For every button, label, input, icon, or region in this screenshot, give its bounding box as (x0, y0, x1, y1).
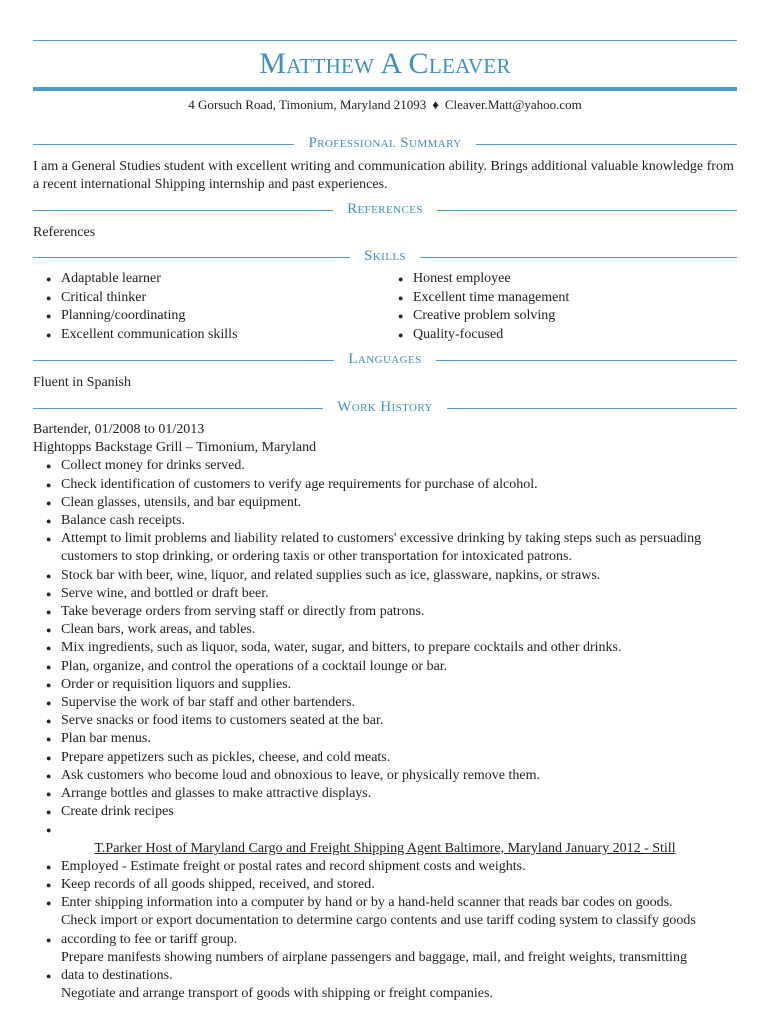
skill-item: ● Adaptable learner (33, 270, 238, 289)
work-title: Work History (323, 399, 447, 415)
references-text: References (33, 225, 96, 240)
job2-paragraph: Negotiate and arrange transport of goods with shipping or freight companies. (61, 986, 493, 1002)
job1-employer: Hightopps Backstage Grill – Timonium, Maryland (33, 440, 317, 456)
list-item: ● Clean bars, work areas, and tables. (33, 621, 737, 639)
summary-text: I am a General Studies student with excellent writing and communication ability. Brings additional valuable knowledge from a recent international Shipping internship and past experiences. (33, 159, 734, 193)
job2-duties-continued (33, 967, 737, 985)
list-item: ● Plan, organize, and control the operations of a cocktail lounge or bar. (33, 658, 737, 676)
list-item: ● Supervise the work of bar staff and other bartenders. (33, 694, 737, 712)
job2-paragraph: Check import or export documentation to determine cargo contents and use tariff coding system to classify goods (61, 913, 696, 929)
summary-title: Professional Summary (294, 135, 475, 151)
work-history (33, 421, 737, 1004)
list-item: ● Order or requisition liquors and supplies. (33, 676, 737, 694)
list-item: ● Serve snacks or food items to customers seated at the bar. (33, 712, 737, 730)
list-item: ● Prepare appetizers such as pickles, cheese, and cold meats. (33, 749, 737, 767)
languages-heading (33, 350, 737, 370)
references-title: References (333, 201, 437, 217)
job1-duties (33, 457, 737, 839)
list-item: ● Mix ingredients, such as liquor, soda, water, sugar, and bitters, to prepare cocktails and other drinks. (33, 639, 737, 657)
diamond-separator-icon: ♦ (432, 97, 439, 112)
references-heading (33, 200, 737, 220)
languages-text: Fluent in Spanish (33, 375, 132, 390)
candidate-name: Matthew A Cleaver (259, 47, 511, 80)
skills-list (33, 270, 737, 346)
skill-item: ● Excellent time management (385, 289, 569, 308)
skills-heading (33, 247, 737, 267)
address: 4 Gorsuch Road, Timonium, Maryland 21093 (188, 97, 427, 112)
skills-title: Skills (350, 248, 420, 264)
skill-item: ● Planning/coordinating (33, 307, 238, 326)
skill-item: ● Creative problem solving (385, 307, 569, 326)
work-heading (33, 398, 737, 418)
contact-line (33, 97, 737, 113)
skills-left-column (33, 270, 238, 344)
top-rule (33, 40, 737, 41)
list-item: ● Keep records of all goods shipped, received, and stored. (33, 876, 737, 894)
list-item: ● Attempt to limit problems and liability related to customers' excessive drinking by taking steps such as persuading customers to stop drinking, or ordering taxis or other transportation for intoxicated patrons. (33, 530, 737, 566)
list-item: ● Stock bar with beer, wine, liquor, and related supplies such as ice, glassware, napkins, or straws. (33, 567, 737, 585)
list-item: ● data to destinations. (33, 967, 737, 985)
list-item: ● Arrange bottles and glasses to make attractive displays. (33, 785, 737, 803)
list-item: ● Employed - Estimate freight or postal rates and record shipment costs and weights. (33, 858, 737, 876)
list-item: ● Enter shipping information into a computer by hand or by a hand-held scanner that reads bar codes on goods. (33, 894, 737, 912)
job2-paragraph: Prepare manifests showing numbers of airplane passengers and baggage, mail, and freight weights, transmitting (61, 949, 687, 965)
skill-item: ● Critical thinker (33, 289, 238, 308)
languages-title: Languages (334, 351, 435, 367)
list-item: ● according to fee or tariff group. (33, 931, 737, 949)
email[interactable]: Cleaver.Matt@yahoo.com (444, 97, 582, 112)
job2-heading: T.Parker Host of Maryland Cargo and Freight Shipping Agent Baltimore, Maryland January 2012 - Still (94, 840, 676, 856)
skills-right-column (385, 270, 569, 344)
list-item: ● Check identification of customers to verify age requirements for purchase of alcohol. (33, 476, 737, 494)
list-item: ● Clean glasses, utensils, and bar equipment. (33, 494, 737, 512)
job2-duties-continued (33, 931, 737, 949)
list-item: ● Plan bar menus. (33, 730, 737, 748)
list-item: ● Create drink recipes (33, 803, 737, 821)
job2-duties (33, 858, 737, 913)
list-item: ● Ask customers who become loud and obnoxious to leave, or physically remove them. (33, 767, 737, 785)
skill-item: ● Quality-focused (385, 326, 569, 345)
list-item (33, 821, 737, 839)
list-item: ● Take beverage orders from serving staff or directly from patrons. (33, 603, 737, 621)
list-item: ● Collect money for drinks served. (33, 457, 737, 475)
skill-item: ● Excellent communication skills (33, 326, 238, 345)
job1-title: Bartender, 01/2008 to 01/2013 (33, 422, 205, 437)
summary-heading (33, 134, 737, 154)
name-rule (33, 87, 737, 91)
skill-item: ● Honest employee (385, 270, 569, 289)
list-item: ● Balance cash receipts. (33, 512, 737, 530)
list-item: ● Serve wine, and bottled or draft beer. (33, 585, 737, 603)
